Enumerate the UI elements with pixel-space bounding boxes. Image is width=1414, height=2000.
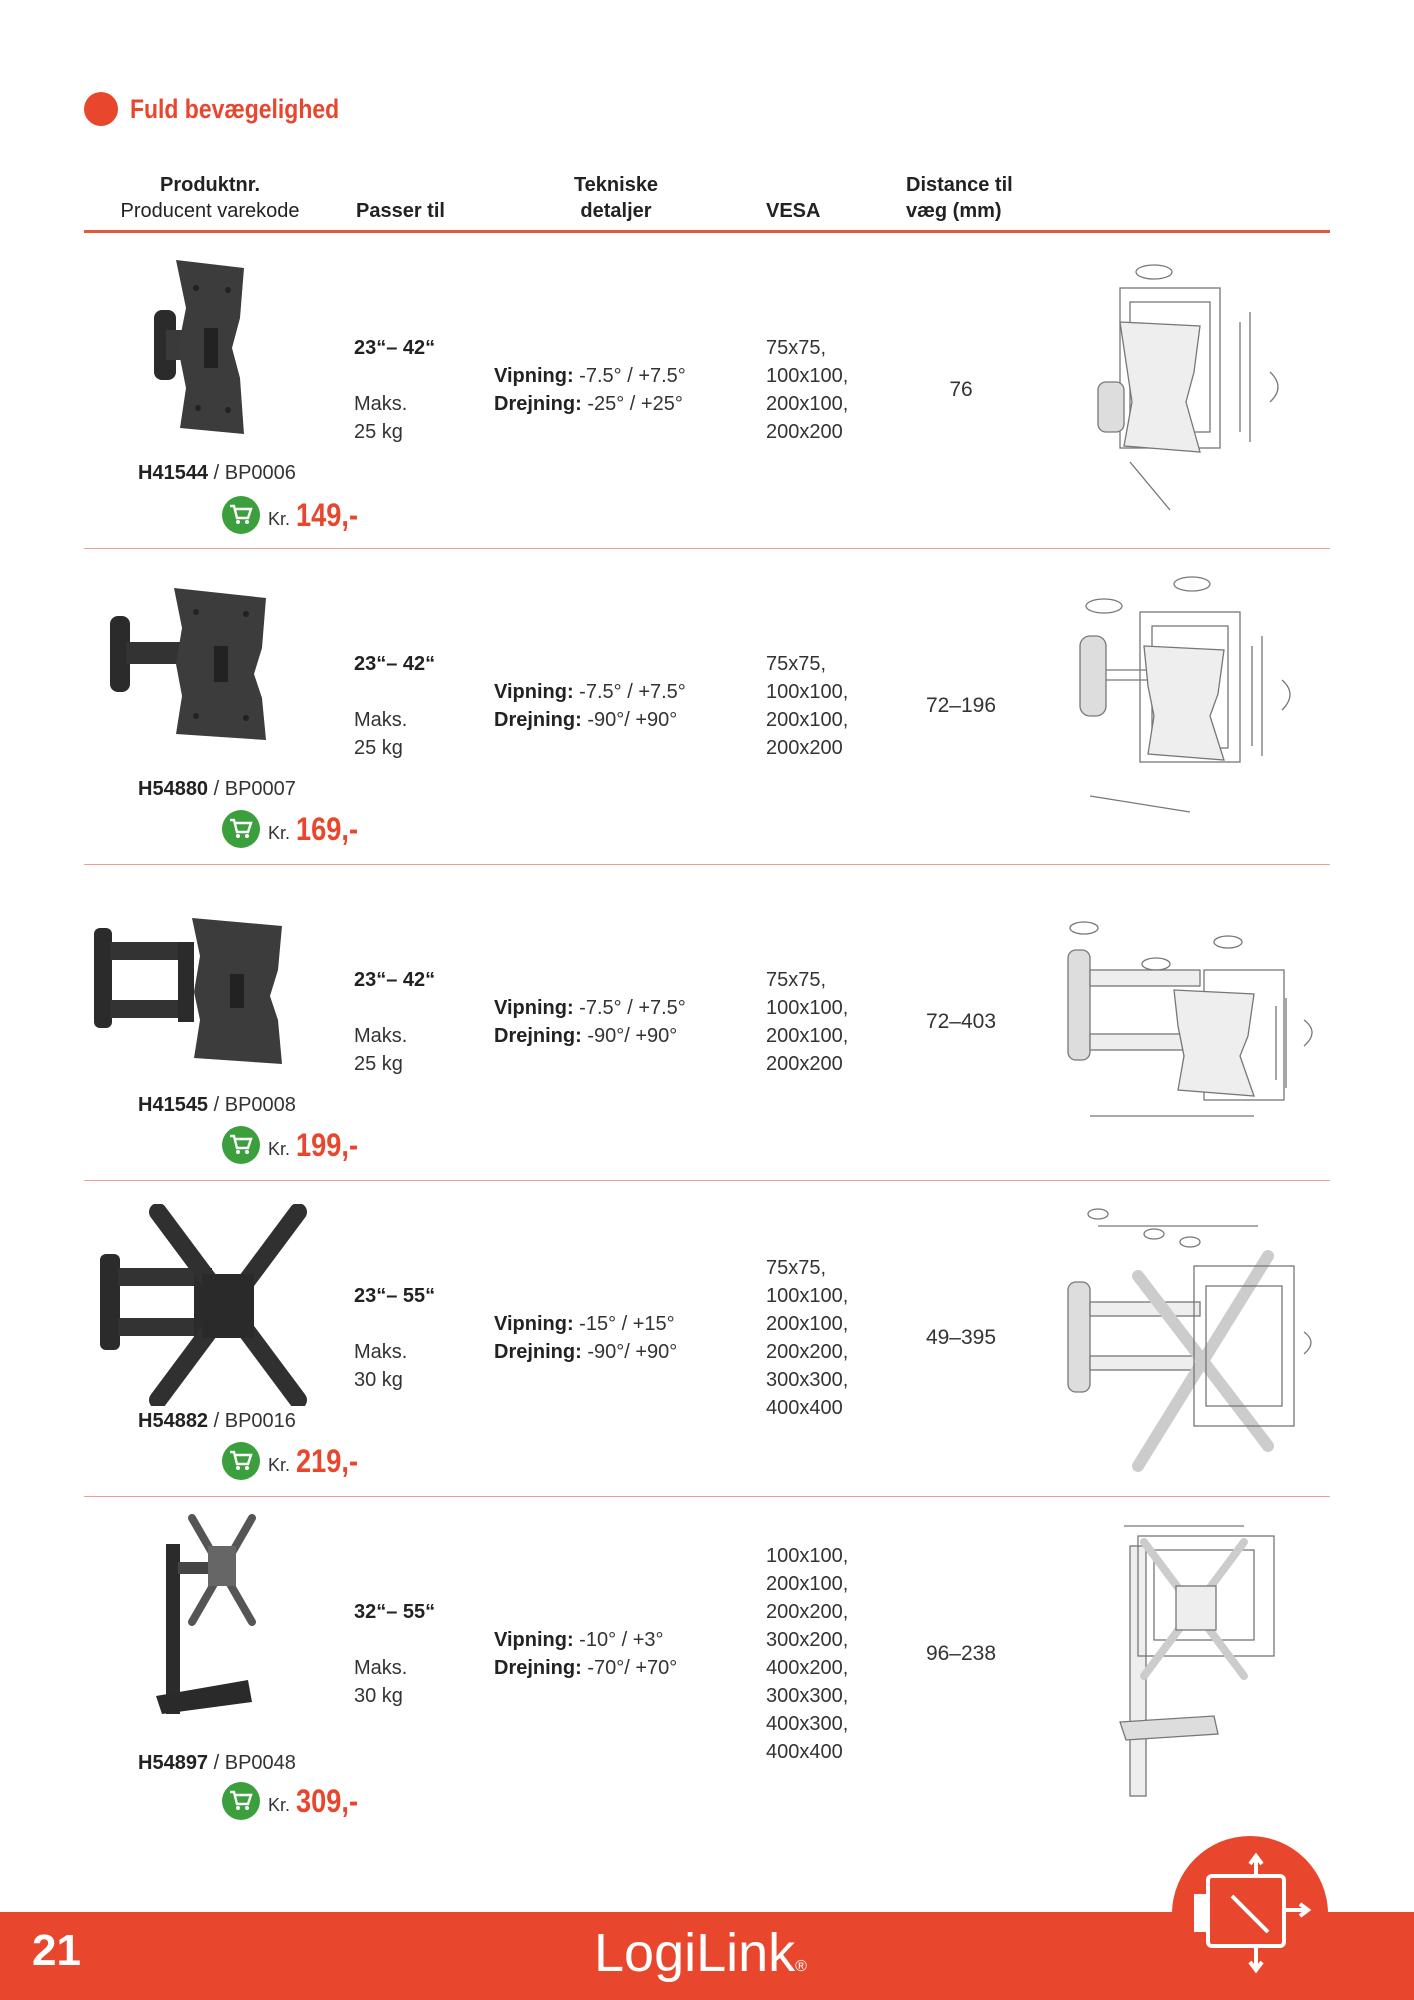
tech-h54897: Vipning: -10° / +3° Drejning: -70°/ +70° — [494, 1629, 678, 1679]
header-fits: Passer til — [356, 200, 445, 222]
header-divider — [84, 230, 1330, 233]
dimension-diagram-h41544 — [1090, 262, 1310, 527]
header-product-line2: Producent varekode — [120, 200, 300, 222]
distance-h54897: 96–238 — [925, 1642, 997, 1665]
tech-h54880: Vipning: -7.5° / +7.5° Drejning: -90°/ +90° — [494, 681, 686, 731]
vesa-h54880: 75x75, 100x100, 200x100, 200x200 — [766, 653, 849, 759]
dimension-diagram-h54882 — [1058, 1206, 1328, 1481]
row-divider — [84, 1180, 1330, 1181]
header-product-line1: Produktnr. — [159, 174, 260, 196]
vesa-h41544: 75x75, 100x100, 200x100, 200x200 — [766, 337, 849, 443]
product-code-h54882: H54882 / BP0016 — [138, 1410, 296, 1432]
tech-h54882: Vipning: -15° / +15° Drejning: -90°/ +90° — [494, 1313, 678, 1363]
header-tech-line1: Tekniske — [573, 174, 659, 196]
fits-h41545: 23“– 42“ Maks. 25 kg — [354, 969, 436, 1075]
header-product — [110, 172, 310, 224]
header-distance — [906, 172, 1056, 224]
fits-h41544: 23“– 42“ Maks. 25 kg — [354, 337, 436, 443]
header-tech — [556, 172, 676, 224]
cart-icon[interactable] — [222, 1442, 260, 1480]
header-vesa: VESA — [766, 200, 821, 222]
row-divider — [84, 1496, 1330, 1497]
section-title: Fuld bevægelighed — [84, 92, 376, 126]
fits-h54897: 32“– 55“ Maks. 30 kg — [354, 1601, 436, 1707]
cart-icon[interactable] — [222, 496, 260, 534]
cart-icon[interactable] — [222, 810, 260, 848]
price-h41545: Kr. 199,- — [222, 1126, 369, 1164]
product-code-h41544: H41544 / BP0006 — [138, 462, 296, 484]
product-image-h54880 — [104, 584, 274, 749]
product-image-h54882 — [98, 1204, 308, 1411]
product-image-h41545 — [90, 912, 290, 1077]
row-divider — [84, 864, 1330, 865]
dimension-diagram-h41545 — [1054, 920, 1330, 1141]
product-code-h41545: H41545 / BP0008 — [138, 1094, 296, 1116]
fits-h54882: 23“– 55“ Maks. 30 kg — [354, 1285, 436, 1391]
product-code-h54880: H54880 / BP0007 — [138, 778, 296, 800]
dimension-diagram-h54880 — [1060, 576, 1320, 837]
price-h54897: Kr. 309,- — [222, 1782, 369, 1820]
brand-logo: LogiLink® — [594, 1923, 807, 1983]
distance-h41544: 76 — [949, 378, 973, 401]
fits-h54880: 23“– 42“ Maks. 25 kg — [354, 653, 436, 759]
distance-h41545: 72–403 — [925, 1010, 997, 1033]
vesa-h41545: 75x75, 100x100, 200x100, 200x200 — [766, 969, 849, 1075]
vesa-h54882: 75x75, 100x100, 200x100, 200x200, 300x300, 400x400 — [766, 1257, 849, 1419]
section-dot-icon — [84, 92, 118, 126]
distance-h54880: 72–196 — [925, 694, 997, 717]
page-number: 21 — [32, 1926, 81, 1975]
product-image-h41544 — [136, 258, 256, 443]
dimension-diagram-h54897 — [1094, 1516, 1284, 1805]
product-image-h54897 — [152, 1512, 272, 1727]
cart-icon[interactable] — [222, 1126, 260, 1164]
vesa-h54897: 100x100, 200x100, 200x200, 300x200, 400x200, 300x300, 400x300, 400x400 — [766, 1545, 849, 1763]
product-code-h54897: H54897 / BP0048 — [138, 1752, 296, 1774]
header-tech-line2: detaljer — [580, 200, 652, 222]
header-distance-line2: væg (mm) — [906, 200, 1002, 222]
price-h54882: Kr. 219,- — [222, 1442, 369, 1480]
price-h54880: Kr. 169,- — [222, 810, 369, 848]
row-divider — [84, 548, 1330, 549]
cart-icon[interactable] — [222, 1782, 260, 1820]
header-distance-line1: Distance til — [906, 174, 1013, 196]
tech-h41545: Vipning: -7.5° / +7.5° Drejning: -90°/ +90° — [494, 997, 686, 1047]
tech-h41544: Vipning: -7.5° / +7.5° Drejning: -25° / +25° — [494, 365, 686, 415]
price-h41544: Kr. 149,- — [222, 496, 369, 534]
motion-emblem-icon — [1172, 1836, 1328, 1992]
distance-h54882: 49–395 — [925, 1326, 997, 1349]
